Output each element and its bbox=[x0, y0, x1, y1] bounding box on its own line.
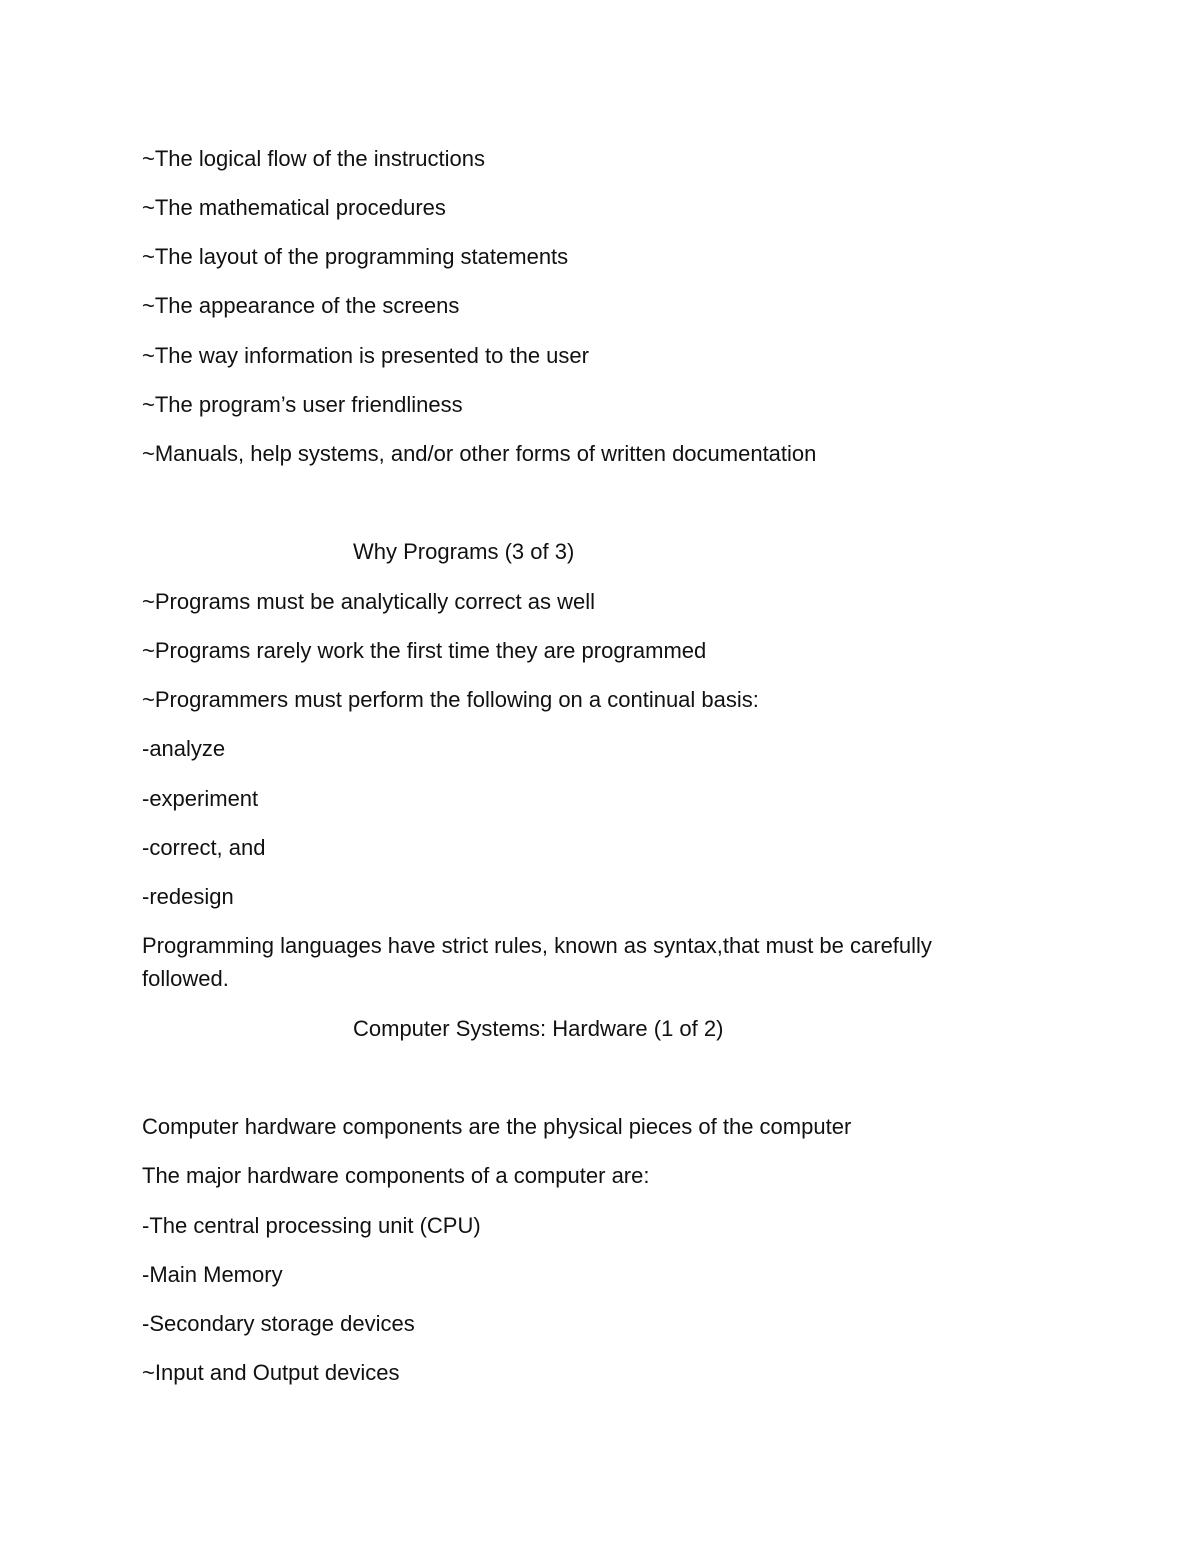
list-item: ~Programs rarely work the first time they are programmed bbox=[142, 638, 707, 663]
syntax-paragraph: Programming languages have strict rules, known as syntax,that must be carefully followed. bbox=[142, 933, 932, 991]
list-item: -correct, and bbox=[142, 835, 266, 860]
list-item: ~The appearance of the screens bbox=[142, 293, 460, 318]
list-item: ~The logical flow of the instructions bbox=[142, 146, 486, 171]
list-item: ~Manuals, help systems, and/or other forms of written documentation bbox=[142, 441, 817, 466]
list-item: -Main Memory bbox=[142, 1262, 283, 1287]
list-item: ~The mathematical procedures bbox=[142, 195, 446, 220]
list-item: ~The program’s user friendliness bbox=[142, 392, 463, 417]
list-item: -Secondary storage devices bbox=[142, 1311, 415, 1336]
list-item: -redesign bbox=[142, 884, 234, 909]
list-item: -experiment bbox=[142, 786, 259, 811]
list-item: ~Input and Output devices bbox=[142, 1360, 400, 1385]
list-item: -analyze bbox=[142, 736, 226, 761]
list-item: ~The layout of the programming statements bbox=[142, 244, 569, 269]
list-item: ~The way information is presented to the user bbox=[142, 343, 589, 368]
list-item: ~Programs must be analytically correct as well bbox=[142, 589, 595, 614]
list-item: Computer hardware components are the physical pieces of the computer bbox=[142, 1114, 852, 1139]
section-heading: Why Programs (3 of 3) bbox=[353, 539, 575, 564]
list-item: ~Programmers must perform the following on a continual basis: bbox=[142, 687, 759, 712]
list-item: -The central processing unit (CPU) bbox=[142, 1213, 481, 1238]
list-item: The major hardware components of a computer are: bbox=[142, 1163, 650, 1188]
section-heading: Computer Systems: Hardware (1 of 2) bbox=[353, 1016, 724, 1041]
